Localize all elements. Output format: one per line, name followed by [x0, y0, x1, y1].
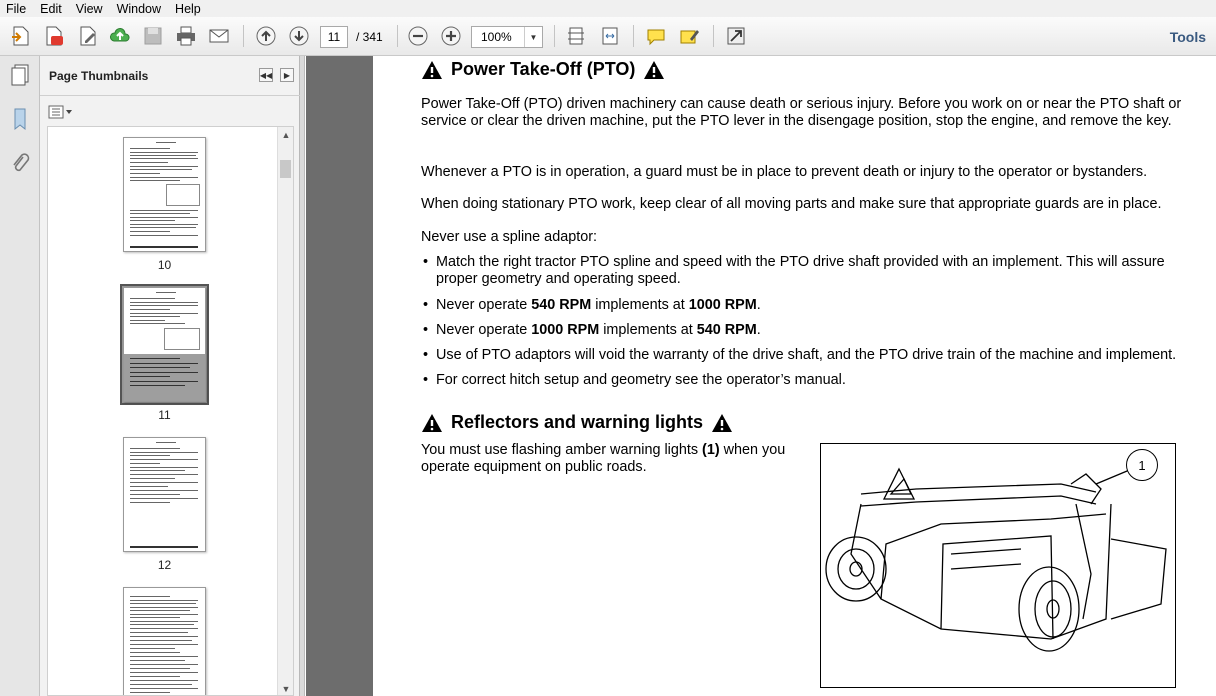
thumbnail-label: 10	[157, 258, 172, 272]
heading-pto	[421, 59, 665, 80]
zoom-value: 100%	[481, 30, 512, 44]
scroll-up-icon[interactable]: ▲	[281, 130, 291, 140]
heading-text: Power Take-Off (PTO)	[451, 59, 636, 79]
warning-icon	[711, 413, 733, 433]
highlight-icon[interactable]	[676, 23, 702, 49]
thumbnail-label: 11	[158, 408, 171, 422]
warning-icon	[421, 60, 443, 80]
chevron-down-icon[interactable]: ▼	[524, 27, 542, 47]
thumbnail-scrollbar[interactable]	[277, 127, 293, 696]
thumbnail-page-11[interactable]	[123, 287, 206, 402]
edit-icon[interactable]	[75, 23, 101, 49]
page-number-input[interactable]	[320, 26, 348, 48]
machine-illustration	[820, 443, 1176, 688]
paragraph: Power Take-Off (PTO) driven machinery can cause death or serious injury. Before you work on or near the PTO shaft or service or clear the driven machine, put the PTO lever in the disengage position, stop the engine, and remove the key.	[421, 96, 1182, 129]
paragraph: You must use flashing amber warning lights (1) when you operate equipment on public roads.	[421, 442, 786, 475]
menu-bar	[0, 0, 1216, 17]
pdf-page	[373, 56, 1216, 696]
heading-reflectors	[421, 412, 733, 433]
fullscreen-icon[interactable]	[723, 23, 749, 49]
fit-width-icon[interactable]	[597, 23, 623, 49]
panel-header	[40, 56, 300, 96]
thumbnail-page-10[interactable]	[123, 137, 206, 252]
list-item: • Use of PTO adaptors will void the warranty of the drive shaft, and the PTO drive train of the machine and implement.	[421, 347, 1203, 364]
paragraph: Whenever a PTO is in operation, a guard must be in place to prevent death or injury to the operator or bystanders.	[421, 164, 1148, 180]
scroll-thumb[interactable]	[280, 160, 291, 178]
save-icon[interactable]	[140, 23, 166, 49]
list-item: • Never operate 1000 RPM implements at 540 RPM.	[421, 322, 1203, 339]
fit-page-icon[interactable]	[563, 23, 589, 49]
thumbnail-page-12[interactable]	[123, 437, 206, 552]
panel-title: Page Thumbnails	[49, 69, 149, 83]
menu-view[interactable]: View	[75, 1, 103, 16]
panel-splitter[interactable]	[300, 56, 305, 696]
warning-icon	[643, 60, 665, 80]
callout-marker: 1	[1126, 449, 1158, 481]
prev-page-icon[interactable]	[253, 23, 279, 49]
tools-button[interactable]: Tools	[1169, 29, 1206, 45]
menu-window[interactable]: Window	[116, 1, 162, 16]
mower-drawing	[821, 444, 1174, 686]
email-icon[interactable]	[206, 23, 232, 49]
list-item: • Match the right tractor PTO spline and speed with the PTO drive shaft provided with an implement. This will assure proper geometry and operating speed.	[421, 254, 1203, 288]
page-thumbnails-icon[interactable]	[7, 62, 33, 88]
zoom-select[interactable]	[471, 26, 543, 48]
create-icon[interactable]	[8, 23, 34, 49]
comment-icon[interactable]	[643, 23, 669, 49]
paragraph: When doing stationary PTO work, keep clear of all moving parts and make sure that appropriate guards are in place.	[421, 196, 1162, 212]
expand-panel-icon[interactable]: ▶	[280, 68, 294, 82]
upload-cloud-icon[interactable]	[107, 23, 133, 49]
document-view[interactable]	[306, 56, 1216, 696]
menu-edit[interactable]: Edit	[40, 1, 62, 16]
list-item: • Never operate 540 RPM implements at 1000 RPM.	[421, 297, 1203, 314]
print-icon[interactable]	[173, 23, 199, 49]
thumbnails-panel	[40, 56, 300, 696]
attachment-icon[interactable]	[7, 150, 33, 176]
pdf-edit-icon[interactable]	[41, 23, 67, 49]
thumbnail-page-13[interactable]	[123, 587, 206, 696]
list-item: • For correct hitch setup and geometry see the operator’s manual.	[421, 372, 1203, 389]
page-total: / 341	[356, 30, 383, 44]
paragraph: Never use a spline adaptor:	[421, 229, 597, 245]
toolbar	[0, 17, 1216, 56]
menu-file[interactable]: File	[6, 1, 27, 16]
heading-text: Reflectors and warning lights	[451, 412, 704, 432]
thumbnail-list[interactable]	[47, 126, 294, 696]
menu-help[interactable]: Help	[175, 1, 201, 16]
thumbnail-label: 12	[157, 558, 172, 572]
bookmark-icon[interactable]	[7, 106, 33, 132]
zoom-in-icon[interactable]	[438, 23, 464, 49]
collapse-panel-icon[interactable]: ◀◀	[259, 68, 273, 82]
next-page-icon[interactable]	[286, 23, 312, 49]
navigation-pane	[0, 56, 40, 696]
scroll-down-icon[interactable]: ▼	[281, 684, 291, 694]
options-menu-icon[interactable]	[48, 104, 74, 120]
zoom-out-icon[interactable]	[405, 23, 431, 49]
warning-icon	[421, 413, 443, 433]
